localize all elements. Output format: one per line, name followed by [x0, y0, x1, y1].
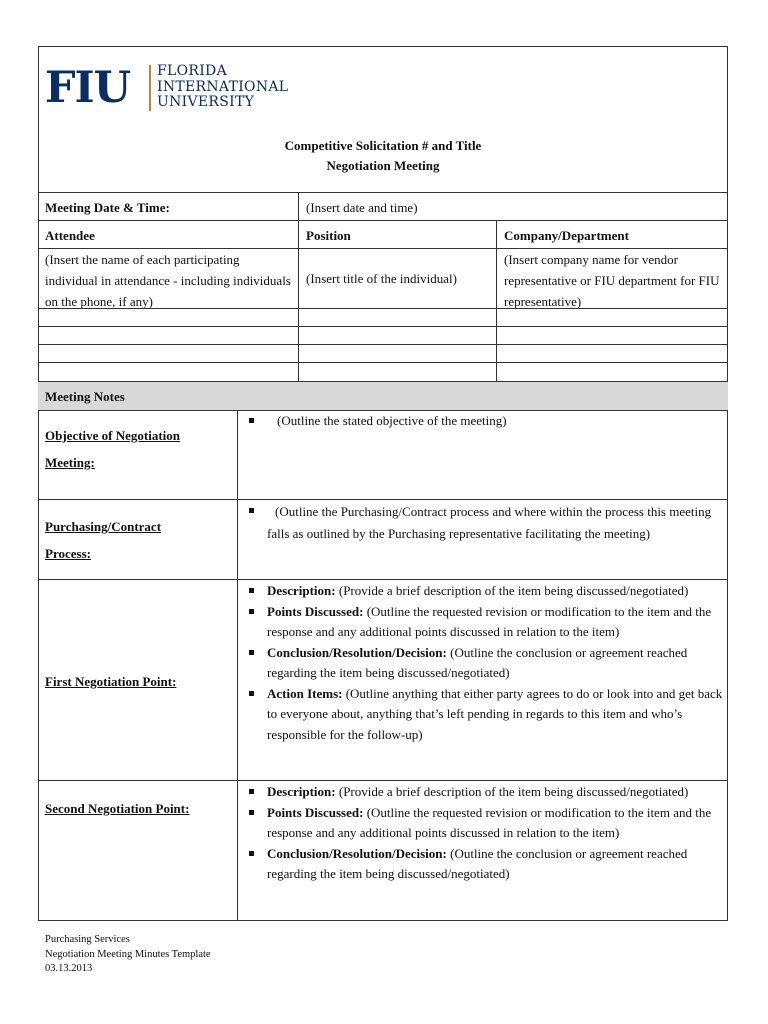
process-section: [38, 499, 728, 579]
item-text: (Provide a brief description of the item being discussed/negotiated): [338, 583, 689, 598]
item-text: (Outline the conclusion or agreement reached regarding the item being discussed/negotiated): [267, 845, 688, 881]
list-item: [245, 602, 723, 643]
position-cell[interactable]: [299, 309, 496, 327]
table-row: [38, 362, 728, 381]
logo-divider: [149, 65, 151, 111]
item-term: Conclusion/Resolution/Decision:: [267, 845, 447, 861]
first-negotiation-point-section: [38, 579, 728, 780]
second-negotiation-point-section: [38, 780, 728, 921]
meeting-date-row: [38, 192, 728, 220]
company-cell[interactable]: (Insert company name for vendor representative or FIU department for FIU representative): [504, 252, 720, 309]
process-label-line: Purchasing/Contract: [45, 519, 162, 534]
bullet-square-icon: [249, 418, 254, 423]
cell-divider: [237, 781, 238, 921]
attendee-cell[interactable]: [38, 363, 298, 382]
list-item: [245, 643, 723, 684]
attendee-cell[interactable]: [38, 345, 298, 363]
second-point-bullets[interactable]: [245, 782, 723, 885]
attendee-header-row: [38, 220, 728, 248]
objective-bullets[interactable]: [245, 411, 723, 432]
position-cell[interactable]: [299, 345, 496, 363]
item-term: Points Discussed:: [267, 804, 364, 820]
objective-label-line: Meeting:: [45, 455, 95, 470]
cell-divider: [237, 411, 238, 500]
objective-label: [45, 422, 180, 476]
logo-university-name: [157, 64, 288, 111]
item-text: (Outline the requested revision or modification to the item and the response and any additional points discussed in relation to the item): [267, 603, 712, 639]
process-label: [45, 513, 161, 567]
process-label-line: Process:: [45, 546, 91, 561]
document-page: [38, 46, 728, 921]
item-term: Description:: [267, 784, 336, 799]
second-negotiation-point-label: Second Negotiation Point:: [45, 801, 190, 816]
document-footer: [45, 933, 211, 977]
bullet-square-icon: [249, 609, 254, 614]
meeting-notes-heading: Meeting Notes: [45, 389, 125, 404]
logo-name-line: UNIVERSITY: [157, 94, 255, 110]
item-text: (Provide a brief description of the item being discussed/negotiated): [338, 784, 689, 799]
logo-name-line: FLORIDA: [157, 63, 227, 79]
fiu-logo-mark: FIU: [45, 63, 131, 113]
item-text: (Outline anything that either party agrees to do or look into and get back to everyone about, anything that’s left pending in regards to this item and who’s responsible for the follow-up): [267, 685, 723, 742]
cell-divider: [237, 580, 238, 781]
objective-section: [38, 410, 728, 499]
bullet-square-icon: [249, 810, 254, 815]
company-cell[interactable]: [497, 345, 728, 363]
footer-department: Purchasing Services: [45, 934, 130, 945]
meeting-date-label: Meeting Date & Time:: [45, 200, 170, 215]
bullet-square-icon: [249, 851, 254, 856]
bullet-text: (Outline the Purchasing/Contract process and where within the process this meeting falls as outlined by the Purchasing representative facilitating the meeting): [267, 504, 712, 541]
footer-template-name: Negotiation Meeting Minutes Template: [45, 948, 211, 960]
bullet-text: (Outline the stated objective of the meeting): [277, 413, 507, 428]
company-cell[interactable]: [497, 309, 728, 327]
company-cell[interactable]: [497, 327, 728, 345]
table-row: [38, 326, 728, 344]
header-company-department: Company/Department: [504, 228, 629, 243]
item-term: Points Discussed:: [267, 603, 364, 619]
meeting-date-value[interactable]: (Insert date and time): [306, 200, 418, 215]
list-item: [245, 803, 723, 844]
attendee-cell[interactable]: (Insert the name of each participating individual in attendance - including individuals on the phone, if any): [45, 252, 291, 309]
attendee-cell[interactable]: [38, 309, 298, 327]
item-term: Description:: [267, 583, 336, 598]
item-text: (Outline the requested revision or modification to the item and the response and any additional points discussed in relation to the item): [267, 804, 712, 840]
first-negotiation-point-label: First Negotiation Point:: [45, 674, 177, 689]
header-position: Position: [306, 228, 351, 243]
list-item: [245, 581, 723, 602]
title-line-1: Competitive Solicitation # and Title: [284, 138, 482, 153]
objective-label-line: Objective of Negotiation: [45, 428, 181, 443]
table-row: [38, 248, 728, 308]
item-term: Conclusion/Resolution/Decision:: [267, 644, 447, 660]
header-attendee: Attendee: [45, 228, 95, 243]
list-item: [245, 411, 723, 432]
document-title: [38, 136, 728, 176]
item-text: (Outline the conclusion or agreement reached regarding the item being discussed/negotiated): [267, 644, 688, 680]
footer-date: 03.13.2013: [45, 963, 93, 974]
process-bullets[interactable]: [245, 501, 723, 545]
first-point-bullets[interactable]: [245, 581, 723, 745]
position-cell[interactable]: (Insert title of the individual): [306, 271, 457, 286]
meeting-notes-heading-row: [38, 381, 728, 410]
table-row: [38, 344, 728, 362]
list-item: [245, 782, 723, 803]
cell-divider: [237, 500, 238, 580]
bullet-square-icon: [249, 588, 254, 593]
item-term: Action Items:: [267, 685, 343, 701]
title-line-2: Negotiation Meeting: [326, 158, 440, 173]
attendee-cell[interactable]: [38, 327, 298, 345]
list-item: [245, 501, 723, 545]
bullet-square-icon: [249, 789, 254, 794]
bullet-square-icon: [249, 650, 254, 655]
company-cell[interactable]: [497, 363, 728, 382]
logo-name-line: INTERNATIONAL: [157, 78, 289, 95]
list-item: [245, 684, 723, 746]
table-row: [38, 308, 728, 326]
list-item: [245, 844, 723, 885]
position-cell[interactable]: [299, 363, 496, 382]
position-cell[interactable]: [299, 327, 496, 345]
bullet-square-icon: [249, 691, 254, 696]
bullet-square-icon: [249, 508, 254, 513]
